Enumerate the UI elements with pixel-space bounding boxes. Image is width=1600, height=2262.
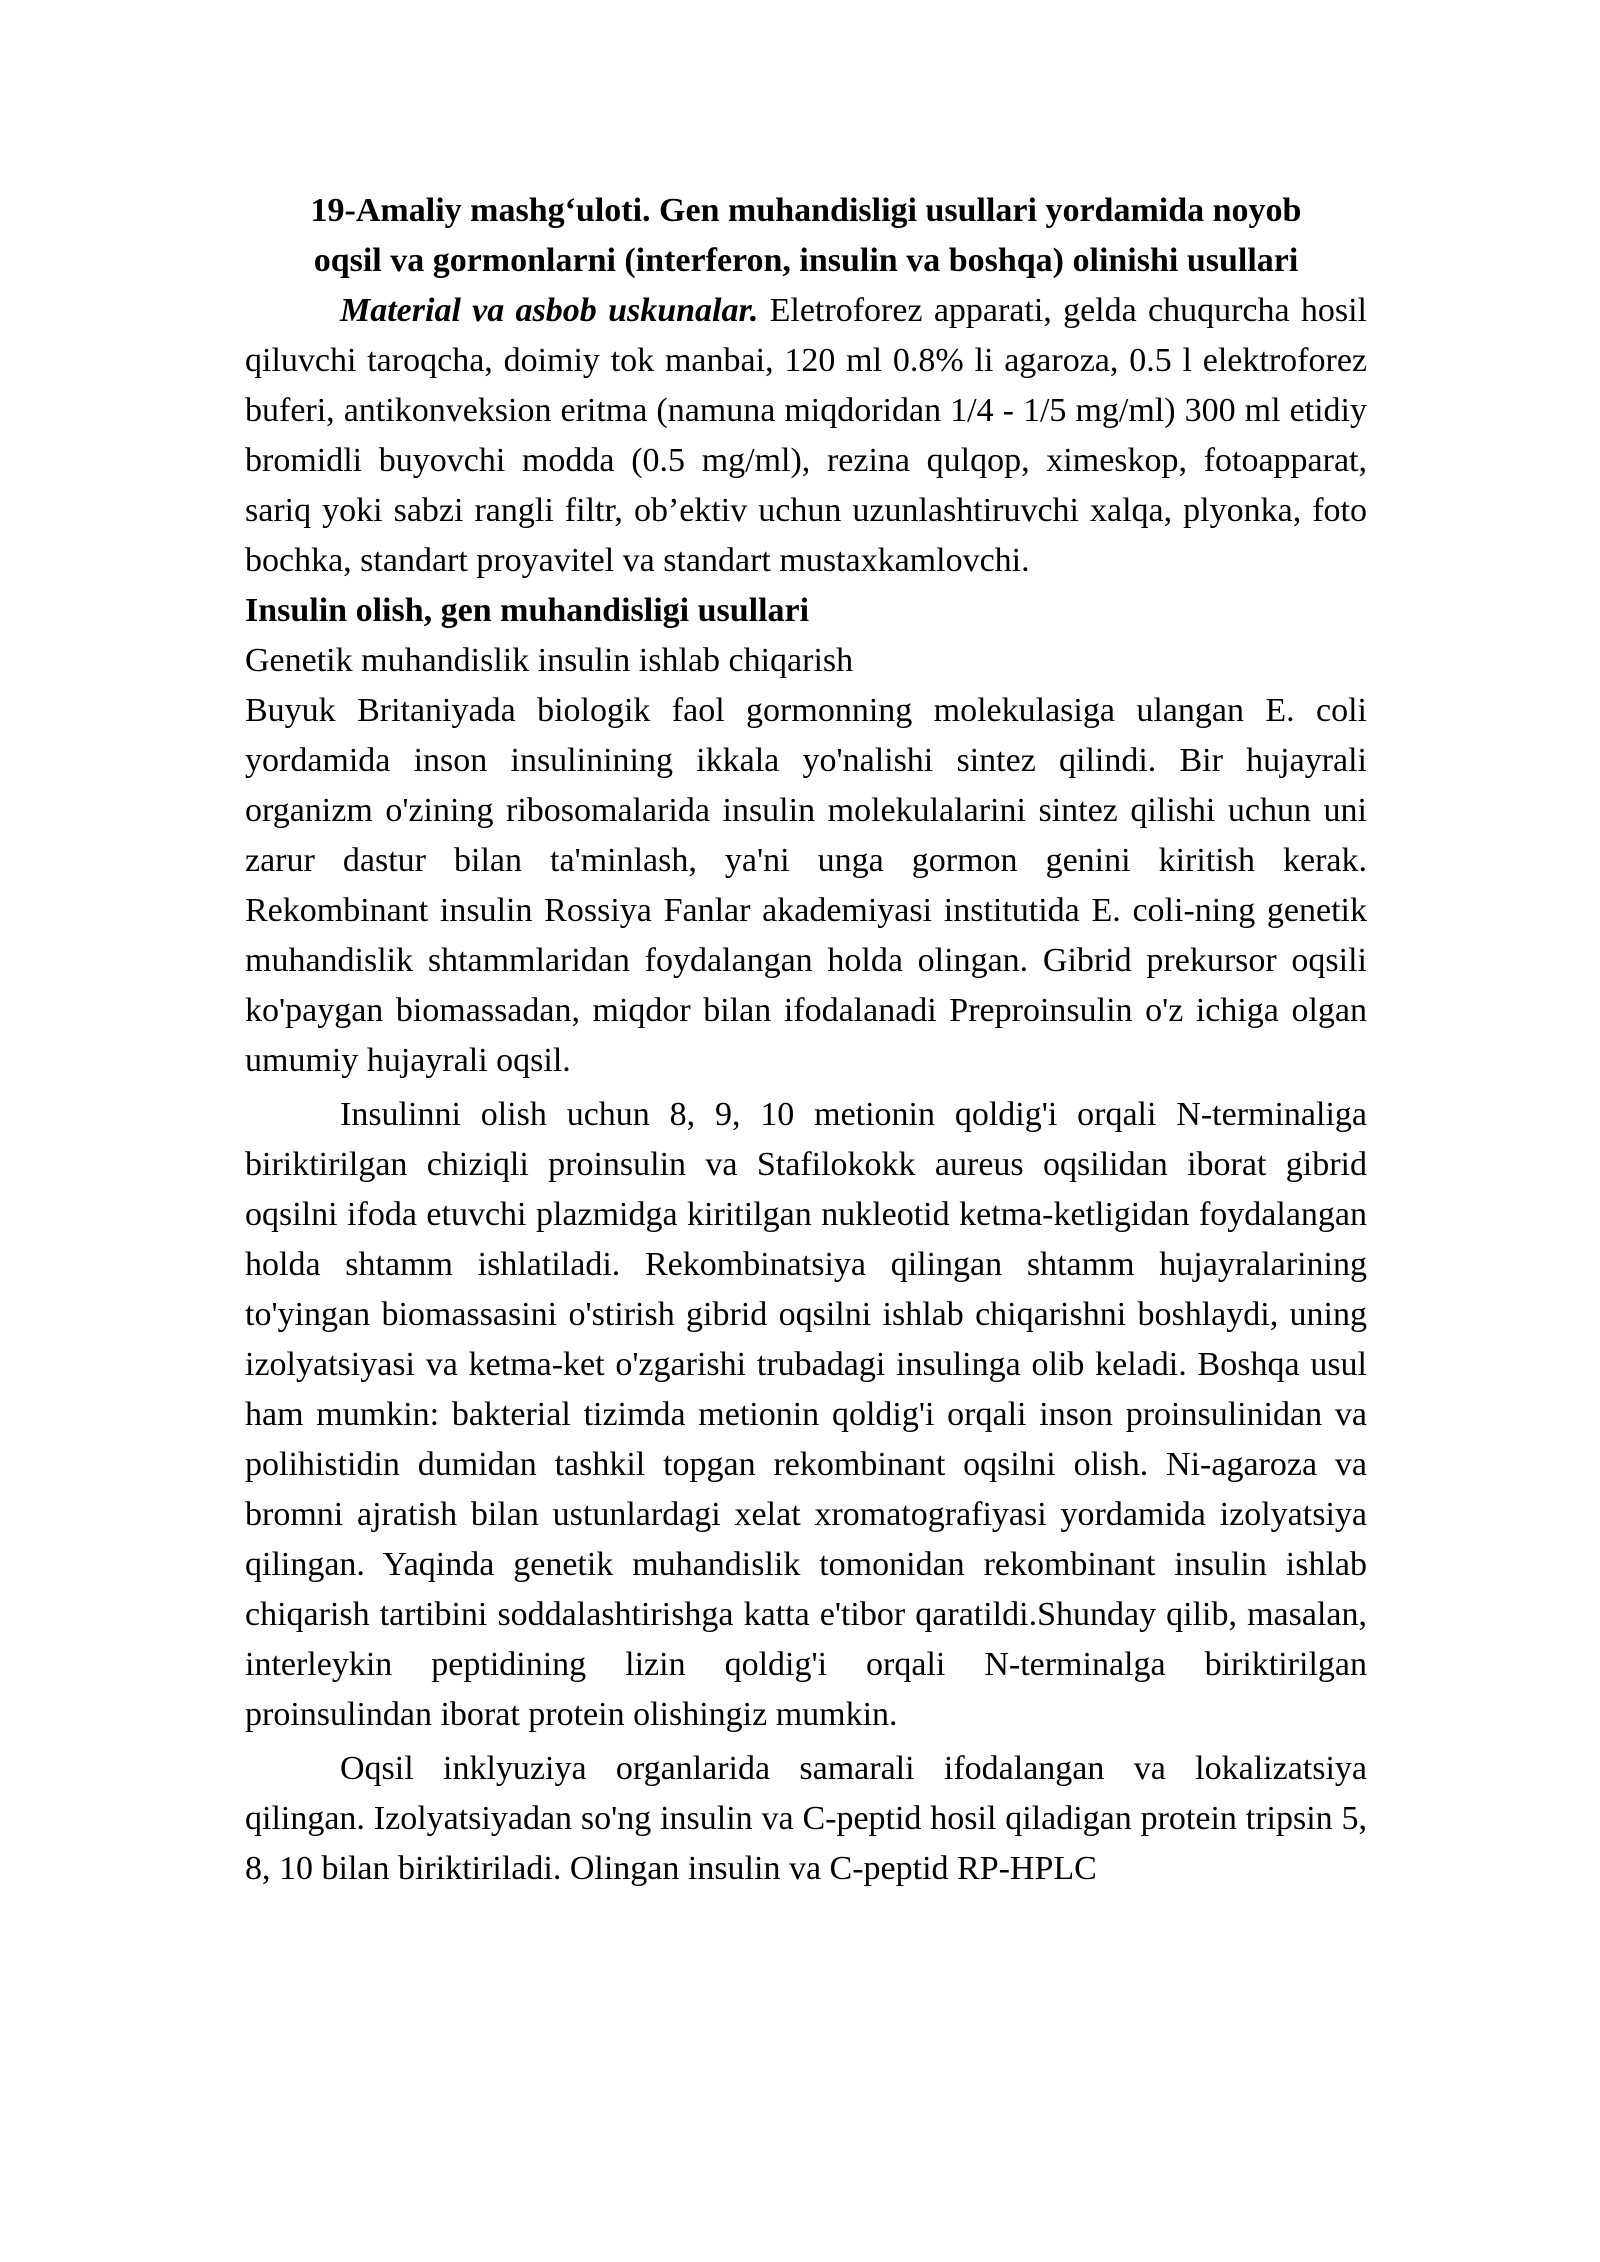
document-page <box>245 186 1367 1894</box>
body-paragraph-3: Oqsil inklyuziya organlarida samarali ifodalangan va lokalizatsiya qilingan. Izolyatsiyadan so'ng insulin va C-peptid hosil qiladigan protein tripsin 5, 8, 10 bilan biriktiriladi. Olingan insulin va C-peptid RP-HPLC <box>245 1750 1367 1887</box>
body-paragraph-2: Insulinni olish uchun 8, 9, 10 metionin qoldig'i orqali N-terminaliga biriktirilgan chiziqli proinsulin va Stafilokokk aureus oqsilidan iborat gibrid oqsilni ifoda etuvchi plazmidga kiritilgan nukleotid ketma-ketligidan foydalangan holda shtamm ishlatiladi. Rekombinatsiya qilingan shtamm hujayralarining to'yingan biomassasini o'stirish gibrid oqsilni ishlab chiqarishni boshlaydi, uning izolyatsiyasi va ketma-ket o'zgarishi trubadagi insulinga olib keladi. Boshqa usul ham mumkin: bakterial tizimda metionin qoldig'i orqali inson proinsulinidan va polihistidin dumidan tashkil topgan rekombinant oqsilni olish. Ni-agaroza va bromni ajratish bilan ustunlardagi xelat xromatografiyasi yordamida izolyatsiya qilingan. Yaqinda genetik muhandislik tomonidan rekombinant insulin ishlab chiqarish tartibini soddalashtirishga katta e'tibor qaratildi.Shunday qilib, masalan, interleykin peptidining lizin qoldig'i orqali N-terminalga biriktirilgan proinsulindan iborat protein olishingiz mumkin. <box>245 1096 1367 1733</box>
body-paragraph-1: Buyuk Britaniyada biologik faol gormonning molekulasiga ulangan E. coli yordamida inson insulinining ikkala yo'nalishi sintez qilindi. Bir hujayrali organizm o'zining ribosomalarida insulin molekulalarini sintez qilishi uchun uni zarur dastur bilan ta'minlash, ya'ni unga gormon genini kiritish kerak. Rekombinant insulin Rossiya Fanlar akademiyasi institutida E. coli-ning genetik muhandislik shtammlaridan foydalangan holda olingan. Gibrid prekursor oqsili ko'paygan biomassadan, miqdor bilan ifodalanadi Preproinsulin o'z ichiga olgan umumiy hujayrali oqsil. <box>245 692 1367 1079</box>
document-title-line-2: oqsil va gormonlarni (interferon, insulin va boshqa) olinishi usullari <box>313 242 1299 279</box>
section-subheading: Genetik muhandislik insulin ishlab chiqarish <box>245 642 854 679</box>
materials-paragraph <box>245 286 1367 586</box>
document-title-line-1: 19-Amaliy mashg‘uloti. Gen muhandisligi usullari yordamida noyob <box>310 192 1302 229</box>
materials-label: Material va asbob uskunalar. <box>340 292 759 329</box>
materials-text: Eletroforez apparati, gelda chuqurcha hosil qiluvchi taroqcha, doimiy tok manbai, 120 ml 0.8% li agaroza, 0.5 l elektroforez buferi, antikonveksion eritma (namuna miqdoridan 1/4 - 1/5 mg/ml) 300 ml etidiy bromidli buyovchi modda (0.5 mg/ml), rezina qulqop, ximeskop, fotoapparat, sariq yoki sabzi rangli filtr, ob’ektiv uchun uzunlashtiruvchi xalqa, plyonka, foto bochka, standart proyavitel va standart mustaxkamlovchi. <box>245 292 1368 579</box>
section-heading: Insulin olish, gen muhandisligi usullari <box>245 592 810 629</box>
